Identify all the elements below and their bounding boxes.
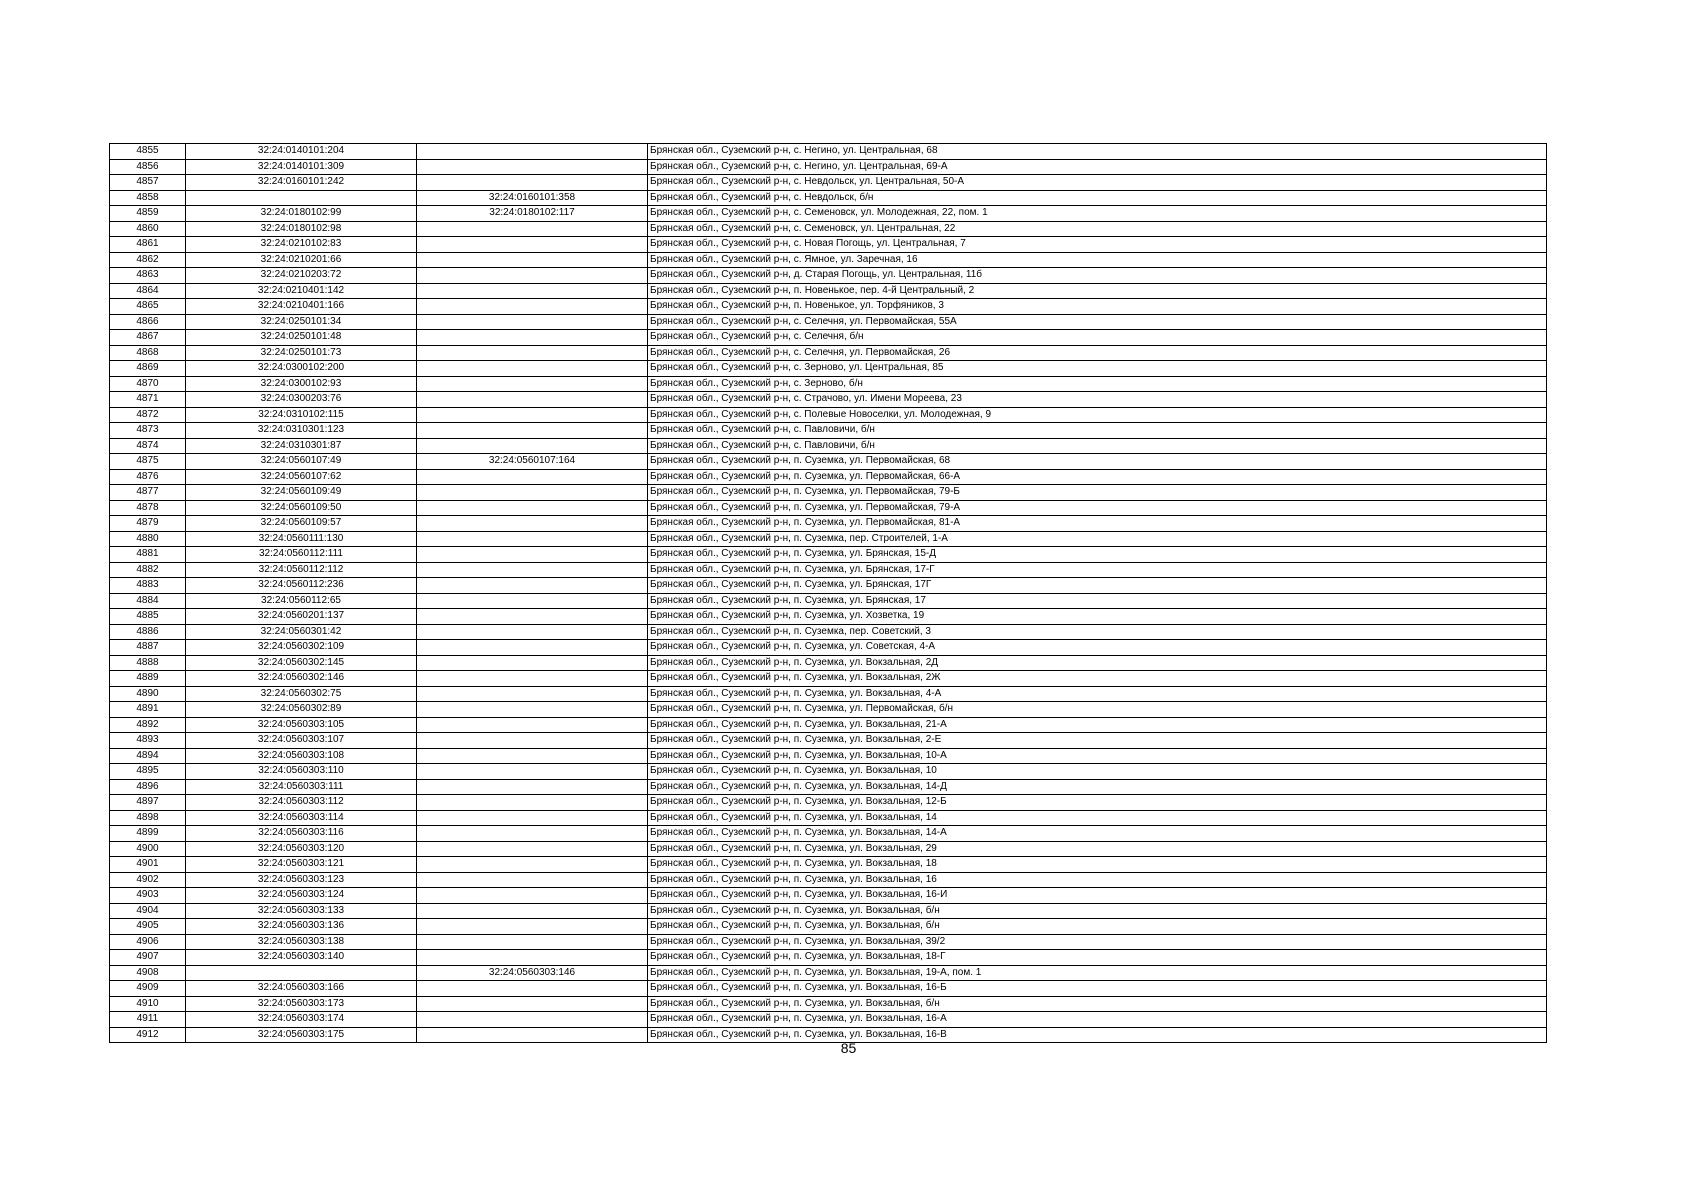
- cadastral-number-cell: 32:24:0560107:62: [186, 469, 417, 485]
- address-cell: Брянская обл., Суземский р-н, п. Суземка, ул. Брянская, 15-Д: [648, 547, 1547, 563]
- table-row: [110, 392, 1547, 408]
- row-number-cell: 4892: [110, 717, 186, 733]
- room-cadastral-number-cell: [417, 438, 648, 454]
- row-number-cell: 4867: [110, 330, 186, 346]
- table-row: [110, 686, 1547, 702]
- row-number-cell: 4888: [110, 655, 186, 671]
- table-row: [110, 671, 1547, 687]
- row-number-cell: 4909: [110, 981, 186, 997]
- table-row: [110, 485, 1547, 501]
- address-cell: Брянская обл., Суземский р-н, п. Суземка, ул. Вокзальная, 14: [648, 810, 1547, 826]
- address-cell: Брянская обл., Суземский р-н, п. Суземка, ул. Первомайская, 81-А: [648, 516, 1547, 532]
- row-number-cell: 4872: [110, 407, 186, 423]
- address-cell: Брянская обл., Суземский р-н, с. Негино, ул. Центральная, 69-А: [648, 159, 1547, 175]
- room-cadastral-number-cell: [417, 950, 648, 966]
- row-number-cell: 4887: [110, 640, 186, 656]
- address-cell: Брянская обл., Суземский р-н, п. Суземка, пер. Советский, 3: [648, 624, 1547, 640]
- cadastral-number-cell: 32:24:0560303:108: [186, 748, 417, 764]
- address-cell: Брянская обл., Суземский р-н, п. Суземка, ул. Вокзальная, 16: [648, 872, 1547, 888]
- cadastral-number-cell: 32:24:0140101:309: [186, 159, 417, 175]
- cadastral-number-cell: 32:24:0560201:137: [186, 609, 417, 625]
- cadastral-number-cell: 32:24:0560303:105: [186, 717, 417, 733]
- cadastral-number-cell: 32:24:0560109:57: [186, 516, 417, 532]
- address-cell: Брянская обл., Суземский р-н, п. Суземка, ул. Вокзальная, 21-А: [648, 717, 1547, 733]
- room-cadastral-number-cell: [417, 144, 648, 160]
- cadastral-number-cell: 32:24:0560303:107: [186, 733, 417, 749]
- cadastral-number-cell: 32:24:0560303:166: [186, 981, 417, 997]
- room-cadastral-number-cell: [417, 593, 648, 609]
- address-cell: Брянская обл., Суземский р-н, с. Павловичи, б/н: [648, 423, 1547, 439]
- room-cadastral-number-cell: [417, 221, 648, 237]
- table-row: [110, 996, 1547, 1012]
- table-row: [110, 795, 1547, 811]
- address-cell: Брянская обл., Суземский р-н, п. Суземка, ул. Вокзальная, 16-В: [648, 1027, 1547, 1043]
- cadastral-number-cell: 32:24:0560303:138: [186, 934, 417, 950]
- address-cell: Брянская обл., Суземский р-н, п. Суземка, ул. Вокзальная, 19-А, пом. 1: [648, 965, 1547, 981]
- cadastral-number-cell: 32:24:0310102:115: [186, 407, 417, 423]
- table-row: [110, 144, 1547, 160]
- table-row: [110, 268, 1547, 284]
- room-cadastral-number-cell: [417, 299, 648, 315]
- room-cadastral-number-cell: [417, 779, 648, 795]
- row-number-cell: 4891: [110, 702, 186, 718]
- cadastral-number-cell: 32:24:0310301:87: [186, 438, 417, 454]
- table-body: [110, 144, 1547, 1043]
- cadastral-number-cell: 32:24:0560303:124: [186, 888, 417, 904]
- table-row: [110, 624, 1547, 640]
- row-number-cell: 4889: [110, 671, 186, 687]
- room-cadastral-number-cell: [417, 237, 648, 253]
- address-cell: Брянская обл., Суземский р-н, п. Суземка, ул. Первомайская, б/н: [648, 702, 1547, 718]
- room-cadastral-number-cell: [417, 748, 648, 764]
- room-cadastral-number-cell: [417, 485, 648, 501]
- table-row: [110, 655, 1547, 671]
- cadastral-number-cell: 32:24:0560111:130: [186, 531, 417, 547]
- room-cadastral-number-cell: [417, 578, 648, 594]
- table-row: [110, 779, 1547, 795]
- address-cell: Брянская обл., Суземский р-н, с. Негино, ул. Центральная, 68: [648, 144, 1547, 160]
- row-number-cell: 4876: [110, 469, 186, 485]
- room-cadastral-number-cell: [417, 392, 648, 408]
- table-row: [110, 733, 1547, 749]
- address-cell: Брянская обл., Суземский р-н, п. Суземка, ул. Вокзальная, б/н: [648, 996, 1547, 1012]
- table-row: [110, 438, 1547, 454]
- room-cadastral-number-cell: [417, 640, 648, 656]
- address-cell: Брянская обл., Суземский р-н, п. Суземка, ул. Вокзальная, 14-Д: [648, 779, 1547, 795]
- table-row: [110, 965, 1547, 981]
- room-cadastral-number-cell: [417, 252, 648, 268]
- table-row: [110, 237, 1547, 253]
- row-number-cell: 4878: [110, 500, 186, 516]
- room-cadastral-number-cell: [417, 888, 648, 904]
- row-number-cell: 4880: [110, 531, 186, 547]
- room-cadastral-number-cell: [417, 624, 648, 640]
- cadastral-number-cell: 32:24:0560301:42: [186, 624, 417, 640]
- table-row: [110, 981, 1547, 997]
- table-row: [110, 640, 1547, 656]
- address-cell: Брянская обл., Суземский р-н, с. Зерново, б/н: [648, 376, 1547, 392]
- cadastral-number-cell: 32:24:0210203:72: [186, 268, 417, 284]
- address-cell: Брянская обл., Суземский р-н, с. Ямное, ул. Заречная, 16: [648, 252, 1547, 268]
- table-row: [110, 578, 1547, 594]
- address-cell: Брянская обл., Суземский р-н, п. Суземка, ул. Вокзальная, б/н: [648, 903, 1547, 919]
- address-cell: Брянская обл., Суземский р-н, п. Суземка, ул. Вокзальная, 2Ж: [648, 671, 1547, 687]
- room-cadastral-number-cell: [417, 717, 648, 733]
- address-cell: Брянская обл., Суземский р-н, п. Суземка, ул. Вокзальная, 18-Г: [648, 950, 1547, 966]
- address-cell: Брянская обл., Суземский р-н, п. Суземка, ул. Первомайская, 79-Б: [648, 485, 1547, 501]
- cadastral-number-cell: 32:24:0560112:65: [186, 593, 417, 609]
- cadastral-number-cell: 32:24:0560302:89: [186, 702, 417, 718]
- table-row: [110, 748, 1547, 764]
- address-cell: Брянская обл., Суземский р-н, п. Новенькое, ул. Торфяников, 3: [648, 299, 1547, 315]
- room-cadastral-number-cell: [417, 609, 648, 625]
- address-cell: Брянская обл., Суземский р-н, д. Старая Погощь, ул. Центральная, 11б: [648, 268, 1547, 284]
- room-cadastral-number-cell: [417, 516, 648, 532]
- cadastral-number-cell: 32:24:0560302:145: [186, 655, 417, 671]
- room-cadastral-number-cell: [417, 159, 648, 175]
- row-number-cell: 4882: [110, 562, 186, 578]
- row-number-cell: 4869: [110, 361, 186, 377]
- room-cadastral-number-cell: [417, 268, 648, 284]
- row-number-cell: 4864: [110, 283, 186, 299]
- cadastral-number-cell: 32:24:0560303:123: [186, 872, 417, 888]
- cadastral-number-cell: 32:24:0560303:121: [186, 857, 417, 873]
- table-row: [110, 469, 1547, 485]
- room-cadastral-number-cell: [417, 826, 648, 842]
- table-row: [110, 299, 1547, 315]
- address-cell: Брянская обл., Суземский р-н, с. Семеновск, ул. Молодежная, 22, пом. 1: [648, 206, 1547, 222]
- cadastral-number-cell: 32:24:0560302:146: [186, 671, 417, 687]
- row-number-cell: 4858: [110, 190, 186, 206]
- row-number-cell: 4879: [110, 516, 186, 532]
- address-cell: Брянская обл., Суземский р-н, п. Суземка, ул. Вокзальная, б/н: [648, 919, 1547, 935]
- address-cell: Брянская обл., Суземский р-н, с. Страчово, ул. Имени Мореева, 23: [648, 392, 1547, 408]
- cadastral-number-cell: 32:24:0160101:242: [186, 175, 417, 191]
- table-row: [110, 562, 1547, 578]
- room-cadastral-number-cell: [417, 1012, 648, 1028]
- row-number-cell: 4855: [110, 144, 186, 160]
- address-cell: Брянская обл., Суземский р-н, п. Суземка, ул. Хозветка, 19: [648, 609, 1547, 625]
- page-number: 85: [840, 1040, 857, 1056]
- row-number-cell: 4896: [110, 779, 186, 795]
- address-cell: Брянская обл., Суземский р-н, п. Суземка, ул. Вокзальная, 18: [648, 857, 1547, 873]
- row-number-cell: 4866: [110, 314, 186, 330]
- table-row: [110, 423, 1547, 439]
- table-row: [110, 345, 1547, 361]
- cadastral-number-cell: 32:24:0560302:75: [186, 686, 417, 702]
- cadastral-number-cell: 32:24:0560303:114: [186, 810, 417, 826]
- room-cadastral-number-cell: [417, 919, 648, 935]
- cadastral-number-cell: 32:24:0560107:49: [186, 454, 417, 470]
- address-cell: Брянская обл., Суземский р-н, п. Суземка, ул. Вокзальная, 2Д: [648, 655, 1547, 671]
- address-cell: Брянская обл., Суземский р-н, п. Суземка, ул. Первомайская, 79-А: [648, 500, 1547, 516]
- table-row: [110, 221, 1547, 237]
- row-number-cell: 4885: [110, 609, 186, 625]
- cadastral-number-cell: 32:24:0250101:48: [186, 330, 417, 346]
- row-number-cell: 4884: [110, 593, 186, 609]
- cadastral-number-cell: 32:24:0300102:93: [186, 376, 417, 392]
- table-row: [110, 888, 1547, 904]
- table-row: [110, 934, 1547, 950]
- cadastral-number-cell: 32:24:0140101:204: [186, 144, 417, 160]
- cadastral-number-cell: 32:24:0560302:109: [186, 640, 417, 656]
- row-number-cell: 4875: [110, 454, 186, 470]
- room-cadastral-number-cell: 32:24:0180102:117: [417, 206, 648, 222]
- address-cell: Брянская обл., Суземский р-н, п. Суземка, ул. Вокзальная, 39/2: [648, 934, 1547, 950]
- table-row: [110, 826, 1547, 842]
- room-cadastral-number-cell: [417, 686, 648, 702]
- table-row: [110, 283, 1547, 299]
- table-row: [110, 454, 1547, 470]
- row-number-cell: 4870: [110, 376, 186, 392]
- cadastral-number-cell: 32:24:0560303:112: [186, 795, 417, 811]
- address-cell: Брянская обл., Суземский р-н, с. Полевые Новоселки, ул. Молодежная, 9: [648, 407, 1547, 423]
- table-row: [110, 810, 1547, 826]
- cadastral-number-cell: 32:24:0560112:236: [186, 578, 417, 594]
- cadastral-number-cell: 32:24:0210102:83: [186, 237, 417, 253]
- room-cadastral-number-cell: [417, 423, 648, 439]
- table-row: [110, 702, 1547, 718]
- row-number-cell: 4894: [110, 748, 186, 764]
- row-number-cell: 4908: [110, 965, 186, 981]
- row-number-cell: 4912: [110, 1027, 186, 1043]
- address-cell: Брянская обл., Суземский р-н, п. Суземка, ул. Вокзальная, 29: [648, 841, 1547, 857]
- address-cell: Брянская обл., Суземский р-н, п. Суземка, ул. Вокзальная, 2-Е: [648, 733, 1547, 749]
- address-cell: Брянская обл., Суземский р-н, п. Суземка, пер. Строителей, 1-А: [648, 531, 1547, 547]
- row-number-cell: 4895: [110, 764, 186, 780]
- cadastral-number-cell: 32:24:0300203:76: [186, 392, 417, 408]
- row-number-cell: 4910: [110, 996, 186, 1012]
- row-number-cell: 4861: [110, 237, 186, 253]
- row-number-cell: 4874: [110, 438, 186, 454]
- table-row: [110, 376, 1547, 392]
- room-cadastral-number-cell: [417, 671, 648, 687]
- room-cadastral-number-cell: [417, 857, 648, 873]
- cadastral-number-cell: 32:24:0560303:110: [186, 764, 417, 780]
- cadastral-number-cell: 32:24:0560303:111: [186, 779, 417, 795]
- address-cell: Брянская обл., Суземский р-н, п. Суземка, ул. Вокзальная, 16-А: [648, 1012, 1547, 1028]
- address-cell: Брянская обл., Суземский р-н, п. Суземка, ул. Вокзальная, 10: [648, 764, 1547, 780]
- row-number-cell: 4860: [110, 221, 186, 237]
- property-register-table: [109, 143, 1547, 1043]
- cadastral-number-cell: 32:24:0560303:136: [186, 919, 417, 935]
- cadastral-number-cell: 32:24:0560112:111: [186, 547, 417, 563]
- room-cadastral-number-cell: [417, 764, 648, 780]
- table-row: [110, 175, 1547, 191]
- row-number-cell: 4907: [110, 950, 186, 966]
- row-number-cell: 4862: [110, 252, 186, 268]
- row-number-cell: 4871: [110, 392, 186, 408]
- table-row: [110, 872, 1547, 888]
- cadastral-number-cell: 32:24:0180102:98: [186, 221, 417, 237]
- row-number-cell: 4899: [110, 826, 186, 842]
- room-cadastral-number-cell: 32:24:0560303:146: [417, 965, 648, 981]
- row-number-cell: 4901: [110, 857, 186, 873]
- room-cadastral-number-cell: [417, 702, 648, 718]
- table-row: [110, 950, 1547, 966]
- row-number-cell: 4904: [110, 903, 186, 919]
- room-cadastral-number-cell: [417, 314, 648, 330]
- address-cell: Брянская обл., Суземский р-н, с. Селечня, ул. Первомайская, 55А: [648, 314, 1547, 330]
- row-number-cell: 4873: [110, 423, 186, 439]
- address-cell: Брянская обл., Суземский р-н, п. Суземка, ул. Вокзальная, 16-Б: [648, 981, 1547, 997]
- room-cadastral-number-cell: [417, 934, 648, 950]
- cadastral-number-cell: 32:24:0310301:123: [186, 423, 417, 439]
- table-row: [110, 407, 1547, 423]
- address-cell: Брянская обл., Суземский р-н, с. Павловичи, б/н: [648, 438, 1547, 454]
- row-number-cell: 4881: [110, 547, 186, 563]
- cadastral-number-cell: 32:24:0560303:175: [186, 1027, 417, 1043]
- table-row: [110, 593, 1547, 609]
- address-cell: Брянская обл., Суземский р-н, с. Селечня, б/н: [648, 330, 1547, 346]
- row-number-cell: 4857: [110, 175, 186, 191]
- row-number-cell: 4859: [110, 206, 186, 222]
- cadastral-number-cell: 32:24:0210401:166: [186, 299, 417, 315]
- row-number-cell: 4902: [110, 872, 186, 888]
- row-number-cell: 4893: [110, 733, 186, 749]
- table-row: [110, 330, 1547, 346]
- cadastral-number-cell: [186, 965, 417, 981]
- row-number-cell: 4911: [110, 1012, 186, 1028]
- table-row: [110, 314, 1547, 330]
- row-number-cell: 4900: [110, 841, 186, 857]
- cadastral-number-cell: 32:24:0560303:120: [186, 841, 417, 857]
- address-cell: Брянская обл., Суземский р-н, п. Суземка, ул. Брянская, 17-Г: [648, 562, 1547, 578]
- room-cadastral-number-cell: [417, 283, 648, 299]
- table-row: [110, 547, 1547, 563]
- address-cell: Брянская обл., Суземский р-н, с. Новая Погощь, ул. Центральная, 7: [648, 237, 1547, 253]
- address-cell: Брянская обл., Суземский р-н, п. Суземка, ул. Брянская, 17Г: [648, 578, 1547, 594]
- room-cadastral-number-cell: [417, 562, 648, 578]
- table-row: [110, 1012, 1547, 1028]
- room-cadastral-number-cell: [417, 175, 648, 191]
- room-cadastral-number-cell: [417, 841, 648, 857]
- room-cadastral-number-cell: [417, 810, 648, 826]
- room-cadastral-number-cell: [417, 376, 648, 392]
- table-row: [110, 190, 1547, 206]
- cadastral-number-cell: 32:24:0210201:66: [186, 252, 417, 268]
- room-cadastral-number-cell: 32:24:0160101:358: [417, 190, 648, 206]
- cadastral-number-cell: 32:24:0560109:49: [186, 485, 417, 501]
- address-cell: Брянская обл., Суземский р-н, п. Суземка, ул. Вокзальная, 12-Б: [648, 795, 1547, 811]
- cadastral-number-cell: 32:24:0180102:99: [186, 206, 417, 222]
- room-cadastral-number-cell: [417, 531, 648, 547]
- address-cell: Брянская обл., Суземский р-н, п. Суземка, ул. Вокзальная, 14-А: [648, 826, 1547, 842]
- row-number-cell: 4868: [110, 345, 186, 361]
- table-row: [110, 841, 1547, 857]
- row-number-cell: 4883: [110, 578, 186, 594]
- room-cadastral-number-cell: [417, 655, 648, 671]
- table-row: [110, 159, 1547, 175]
- address-cell: Брянская обл., Суземский р-н, п. Суземка, ул. Брянская, 17: [648, 593, 1547, 609]
- room-cadastral-number-cell: [417, 547, 648, 563]
- cadastral-number-cell: [186, 190, 417, 206]
- table-row: [110, 919, 1547, 935]
- row-number-cell: 4897: [110, 795, 186, 811]
- row-number-cell: 4890: [110, 686, 186, 702]
- row-number-cell: 4903: [110, 888, 186, 904]
- address-cell: Брянская обл., Суземский р-н, с. Невдольск, б/н: [648, 190, 1547, 206]
- row-number-cell: 4905: [110, 919, 186, 935]
- room-cadastral-number-cell: [417, 407, 648, 423]
- cadastral-number-cell: 32:24:0560303:116: [186, 826, 417, 842]
- cadastral-number-cell: 32:24:0560303:133: [186, 903, 417, 919]
- table-row: [110, 857, 1547, 873]
- row-number-cell: 4906: [110, 934, 186, 950]
- row-number-cell: 4886: [110, 624, 186, 640]
- table-row: [110, 252, 1547, 268]
- address-cell: Брянская обл., Суземский р-н, п. Новенькое, пер. 4-й Центральный, 2: [648, 283, 1547, 299]
- table-row: [110, 903, 1547, 919]
- table-row: [110, 361, 1547, 377]
- cadastral-number-cell: 32:24:0560303:140: [186, 950, 417, 966]
- address-cell: Брянская обл., Суземский р-н, с. Семеновск, ул. Центральная, 22: [648, 221, 1547, 237]
- table-row: [110, 531, 1547, 547]
- room-cadastral-number-cell: [417, 733, 648, 749]
- table-row: [110, 717, 1547, 733]
- table-row: [110, 764, 1547, 780]
- cadastral-number-cell: 32:24:0250101:73: [186, 345, 417, 361]
- cadastral-number-cell: 32:24:0560303:174: [186, 1012, 417, 1028]
- row-number-cell: 4863: [110, 268, 186, 284]
- cadastral-number-cell: 32:24:0560303:173: [186, 996, 417, 1012]
- row-number-cell: 4865: [110, 299, 186, 315]
- table-row: [110, 516, 1547, 532]
- address-cell: Брянская обл., Суземский р-н, п. Суземка, ул. Первомайская, 66-А: [648, 469, 1547, 485]
- row-number-cell: 4877: [110, 485, 186, 501]
- room-cadastral-number-cell: 32:24:0560107:164: [417, 454, 648, 470]
- address-cell: Брянская обл., Суземский р-н, с. Невдольск, ул. Центральная, 50-А: [648, 175, 1547, 191]
- cadastral-number-cell: 32:24:0560109:50: [186, 500, 417, 516]
- room-cadastral-number-cell: [417, 872, 648, 888]
- room-cadastral-number-cell: [417, 903, 648, 919]
- room-cadastral-number-cell: [417, 500, 648, 516]
- address-cell: Брянская обл., Суземский р-н, п. Суземка, ул. Вокзальная, 4-А: [648, 686, 1547, 702]
- cadastral-number-cell: 32:24:0300102:200: [186, 361, 417, 377]
- room-cadastral-number-cell: [417, 981, 648, 997]
- room-cadastral-number-cell: [417, 469, 648, 485]
- address-cell: Брянская обл., Суземский р-н, п. Суземка, ул. Вокзальная, 10-А: [648, 748, 1547, 764]
- row-number-cell: 4856: [110, 159, 186, 175]
- cadastral-number-cell: 32:24:0210401:142: [186, 283, 417, 299]
- room-cadastral-number-cell: [417, 345, 648, 361]
- table-row: [110, 500, 1547, 516]
- room-cadastral-number-cell: [417, 795, 648, 811]
- row-number-cell: 4898: [110, 810, 186, 826]
- address-cell: Брянская обл., Суземский р-н, п. Суземка, ул. Первомайская, 68: [648, 454, 1547, 470]
- address-cell: Брянская обл., Суземский р-н, п. Суземка, ул. Вокзальная, 16-И: [648, 888, 1547, 904]
- address-cell: Брянская обл., Суземский р-н, с. Зерново, ул. Центральная, 85: [648, 361, 1547, 377]
- room-cadastral-number-cell: [417, 996, 648, 1012]
- cadastral-number-cell: 32:24:0250101:34: [186, 314, 417, 330]
- cadastral-number-cell: 32:24:0560112:112: [186, 562, 417, 578]
- table-row: [110, 609, 1547, 625]
- table-row: [110, 206, 1547, 222]
- address-cell: Брянская обл., Суземский р-н, п. Суземка, ул. Советская, 4-А: [648, 640, 1547, 656]
- room-cadastral-number-cell: [417, 361, 648, 377]
- address-cell: Брянская обл., Суземский р-н, с. Селечня, ул. Первомайская, 26: [648, 345, 1547, 361]
- room-cadastral-number-cell: [417, 330, 648, 346]
